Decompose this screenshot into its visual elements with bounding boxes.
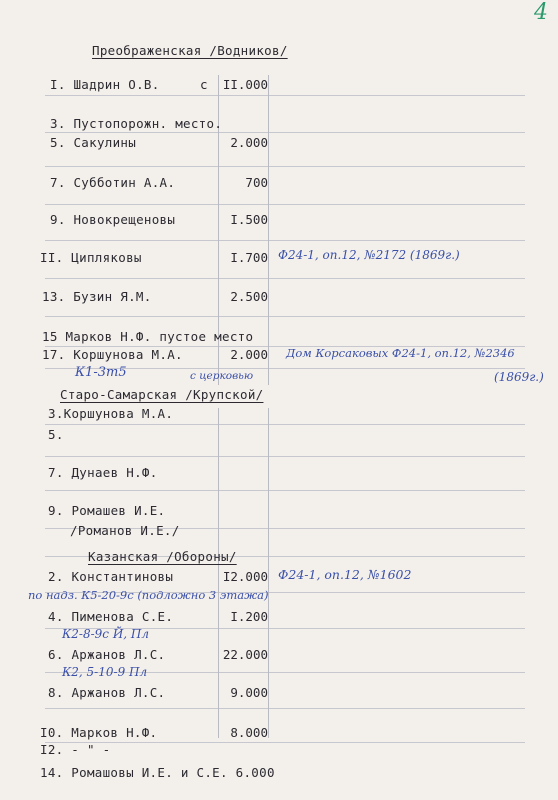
rule-line xyxy=(45,95,525,96)
entry-name: 7. Дунаев Н.Ф. xyxy=(48,465,158,480)
handwritten-note: Дом Корсаковых Ф24-1, оп.12, №2346 xyxy=(286,346,515,360)
entry-name: 3. Пустопорожн. место. xyxy=(50,116,223,131)
entry-amount: 22.000 xyxy=(222,647,268,662)
entry-name: 3.Коршунова М.А. xyxy=(48,406,174,421)
entry-mark: с xyxy=(200,77,208,92)
rule-line xyxy=(45,166,525,167)
entry-name: 9. Ромашев И.Е. xyxy=(48,503,166,518)
entry-name: 8. Аржанов Л.С. xyxy=(48,685,166,700)
entry-name: I. Шадрин О.В. xyxy=(50,77,160,92)
entry-name: 9. Новокрещеновы xyxy=(50,212,176,227)
entry-name: I0. Марков Н.Ф. xyxy=(40,725,158,740)
entry-amount: 700 xyxy=(245,175,268,190)
column-line xyxy=(268,408,269,738)
entry-name: 13. Бузин Я.М. xyxy=(42,289,152,304)
column-line xyxy=(218,408,219,738)
entry-amount: I.200 xyxy=(230,609,268,624)
entry-amount: 2.500 xyxy=(230,289,268,304)
entry-amount: 2.000 xyxy=(230,347,268,362)
entry-amount: II.000 xyxy=(222,77,268,92)
handwritten-note: с церковью xyxy=(190,370,254,382)
entry-name: /Романов И.Е./ xyxy=(70,523,180,538)
rule-line xyxy=(45,424,525,425)
handwritten-note: К1-3т5 xyxy=(75,365,127,380)
handwritten-note: К2-8-9с Й, Пл xyxy=(62,627,150,641)
entry-name: 14. Ромашовы И.Е. и С.Е. 6.000 xyxy=(40,765,275,780)
rule-line xyxy=(45,132,525,133)
entry-name: I2. - " - xyxy=(40,742,111,757)
rule-line xyxy=(45,204,525,205)
entry-amount: I2.000 xyxy=(222,569,268,584)
entry-name: II. Ципляковы xyxy=(40,250,142,265)
entry-name: 17. Коршунова М.А. xyxy=(42,347,183,362)
section-heading: Старо-Самарская /Крупской/ xyxy=(60,387,264,402)
entry-name: 4. Пименова С.Е. xyxy=(48,609,174,624)
entry-amount: 2.000 xyxy=(230,135,268,150)
rule-line xyxy=(45,708,525,709)
entry-name: 15 Марков Н.Ф. пустое место xyxy=(42,329,254,344)
section-heading: Казанская /Обороны/ xyxy=(88,549,237,564)
handwritten-note: Ф24-1, оп.12, №2172 (1869г.) xyxy=(278,248,460,262)
entry-amount: 9.000 xyxy=(230,685,268,700)
rule-line xyxy=(45,240,525,241)
rule-line xyxy=(45,278,525,279)
entry-amount: 8.000 xyxy=(230,725,268,740)
handwritten-note: по надз. К5-20-9с (подложно 3 этажа) xyxy=(28,588,269,602)
rule-line xyxy=(45,456,525,457)
rule-line xyxy=(45,490,525,491)
entry-name: 7. Субботин А.А. xyxy=(50,175,176,190)
entry-amount: I.700 xyxy=(230,250,268,265)
entry-name: 2. Константиновы xyxy=(48,569,174,584)
page-number: 4 xyxy=(534,0,548,25)
section-heading: Преображенская /Водников/ xyxy=(92,43,288,58)
entry-name: 6. Аржанов Л.С. xyxy=(48,647,166,662)
entry-name: 5. xyxy=(48,427,64,442)
entry-name: 5. Сакулины xyxy=(50,135,137,150)
handwritten-note: Ф24-1, оп.12, №1602 xyxy=(278,567,412,582)
rule-line xyxy=(45,316,525,317)
handwritten-note: К2, 5-10-9 Пл xyxy=(62,665,148,679)
rule-line xyxy=(45,742,525,743)
column-line xyxy=(268,75,269,385)
handwritten-note: (1869г.) xyxy=(494,370,544,384)
entry-amount: I.500 xyxy=(230,212,268,227)
